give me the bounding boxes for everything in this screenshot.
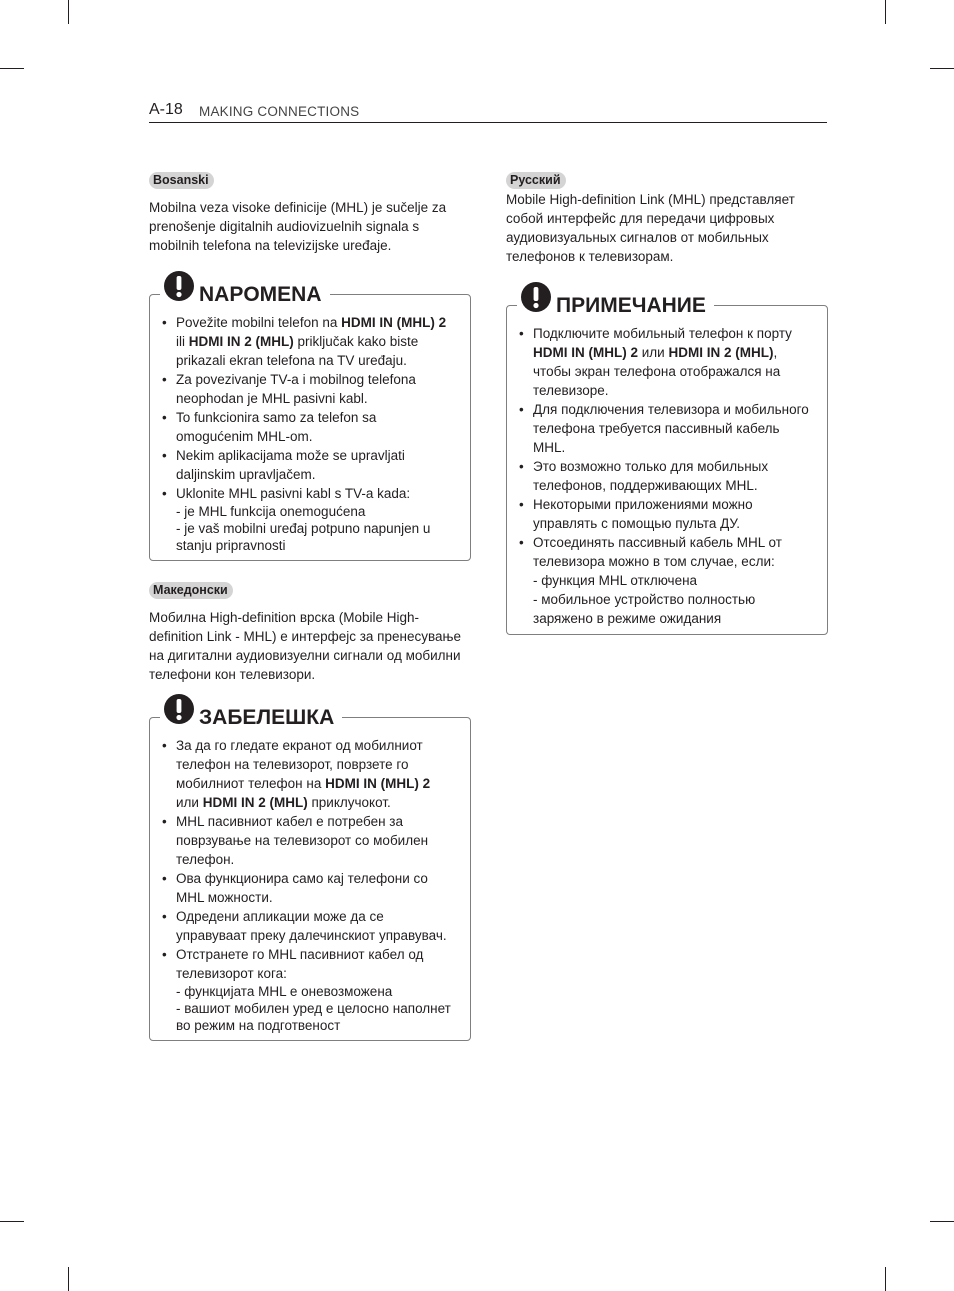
list-item: • За да го гледате екранот од мобилниот телефон на телевизорот, поврзете го мобилниот телефон на HDMI IN (MHL) 2 или HDMI IN 2 (MHL) приклучокот. — [162, 736, 456, 812]
sub-item: - функция MHL отключена — [533, 573, 698, 588]
crop-mark — [0, 68, 24, 69]
crop-mark — [930, 1221, 954, 1222]
note-napomena — [149, 283, 471, 561]
note-header — [160, 271, 330, 307]
page-number: A-18 — [149, 101, 183, 118]
bosanski-section — [149, 171, 471, 255]
note-header — [160, 694, 342, 730]
list-item: • Для подключения телевизора и мобильного телефона требуется пассивный кабель MHL. — [519, 400, 813, 457]
section-title: MAKING CONNECTIONS — [199, 104, 360, 119]
note-box — [149, 706, 471, 1041]
list-item: • Это возможно только для мобильных телефонов, поддерживающих MHL. — [519, 457, 813, 495]
language-badge: Русский — [506, 172, 566, 189]
exclamation-circle-icon — [521, 282, 551, 312]
note-title: ПРИМЕЧАНИЕ — [556, 294, 706, 317]
list-item: • To funkcionira samo za telefon sa omogućenim MHL-om. — [162, 408, 456, 446]
note-header — [517, 282, 714, 318]
list-item: • Отстранете го MHL пасивниот кабел од телевизорот кога: - функцијата MHL е оневозможена - вашиот мобилен уред е целосно наполнет во режим на подготвеност — [162, 945, 456, 1034]
list-item: • Одредени апликации може да се управуваат преку далечинскиот управувач. — [162, 907, 456, 945]
note-list — [162, 736, 456, 1034]
note-title: NAPOMENA — [199, 283, 322, 306]
crop-mark — [885, 1267, 886, 1291]
note-zabeleshka — [149, 706, 471, 1041]
exclamation-circle-icon — [164, 694, 194, 724]
sub-item: - je vaš mobilni uređaj potpuno napunjen u stanju pripravnosti — [176, 521, 431, 553]
list-item: • Nekim aplikacijama može se upravljati daljinskim upravljačem. — [162, 446, 456, 484]
russkiy-section — [506, 171, 828, 266]
sub-item: - je MHL funkcija onemogućena — [176, 504, 366, 519]
crop-mark — [68, 1267, 69, 1291]
crop-mark — [0, 1221, 24, 1222]
crop-mark — [68, 0, 69, 24]
sub-item: - вашиот мобилен уред е целосно наполнет во режим на подготвеност — [176, 1001, 451, 1033]
language-badge: Bosanski — [149, 172, 214, 189]
note-list — [162, 313, 456, 554]
list-item: • Za povezivanje TV-a i mobilnog telefona neophodan je MHL pasivni kabl. — [162, 370, 456, 408]
language-badge: Македонски — [149, 582, 233, 599]
note-box — [149, 283, 471, 561]
crop-mark — [885, 0, 886, 24]
list-item: • Ова функционира само кај телефони со MHL можности. — [162, 869, 456, 907]
list-item: • MHL пасивниот кабел е потребен за поврзување на телевизорот со мобилен телефон. — [162, 812, 456, 869]
intro-paragraph: Mobilna veza visoke definicije (MHL) je sučelje za prenošenje digitalnih audiovizuelnih signala s mobilnih telefona na televizijske uređaje. — [149, 200, 447, 253]
list-item: • Подключите мобильный телефон к порту HDMI IN (MHL) 2 или HDMI IN 2 (MHL), чтобы экран телефона отображался на телевизоре. — [519, 324, 813, 400]
exclamation-circle-icon — [164, 271, 194, 301]
list-item: • Отсоединять пассивный кабель MHL от телевизора можно в том случае, если: - функция MHL отключена - мобильное устройство полностью заряжено в режиме ожидания — [519, 533, 813, 628]
list-item: • Povežite mobilni telefon na HDMI IN (MHL) 2 ili HDMI IN 2 (MHL) priključak kako biste prikazali ekran telefona na TV uređaju. — [162, 313, 456, 370]
list-item: • Некоторыми приложениями можно управлять с помощью пульта ДУ. — [519, 495, 813, 533]
sub-item: - функцијата MHL е оневозможена — [176, 984, 393, 999]
crop-mark — [930, 68, 954, 69]
page-header — [149, 100, 827, 123]
note-primechanie — [506, 294, 828, 635]
note-list — [519, 324, 813, 628]
left-column — [149, 171, 471, 1041]
sub-item: - мобильное устройство полностью заряжено в режиме ожидания — [533, 592, 756, 626]
list-item: • Uklonite MHL pasivni kabl s TV-a kada: - je MHL funkcija onemogućena - je vaš mobilni uređaj potpuno napunjen u stanju pripravnosti — [162, 484, 456, 554]
makedonski-section — [149, 581, 471, 684]
note-title: ЗАБЕЛЕШКА — [199, 706, 335, 729]
intro-paragraph: Мобилна High-definition врска (Mobile High-definition Link - MHL) е интерфејс за пренесување на дигитални аудиовизуелни сигнали од мобилни телефони кон телевизори. — [149, 610, 461, 682]
note-box — [506, 294, 828, 635]
right-column — [506, 171, 828, 635]
intro-paragraph: Mobile High-definition Link (MHL) представляет собой интерфейс для передачи цифровых аудиовизуальных сигналов от мобильных телефонов к телевизорам. — [506, 192, 795, 264]
